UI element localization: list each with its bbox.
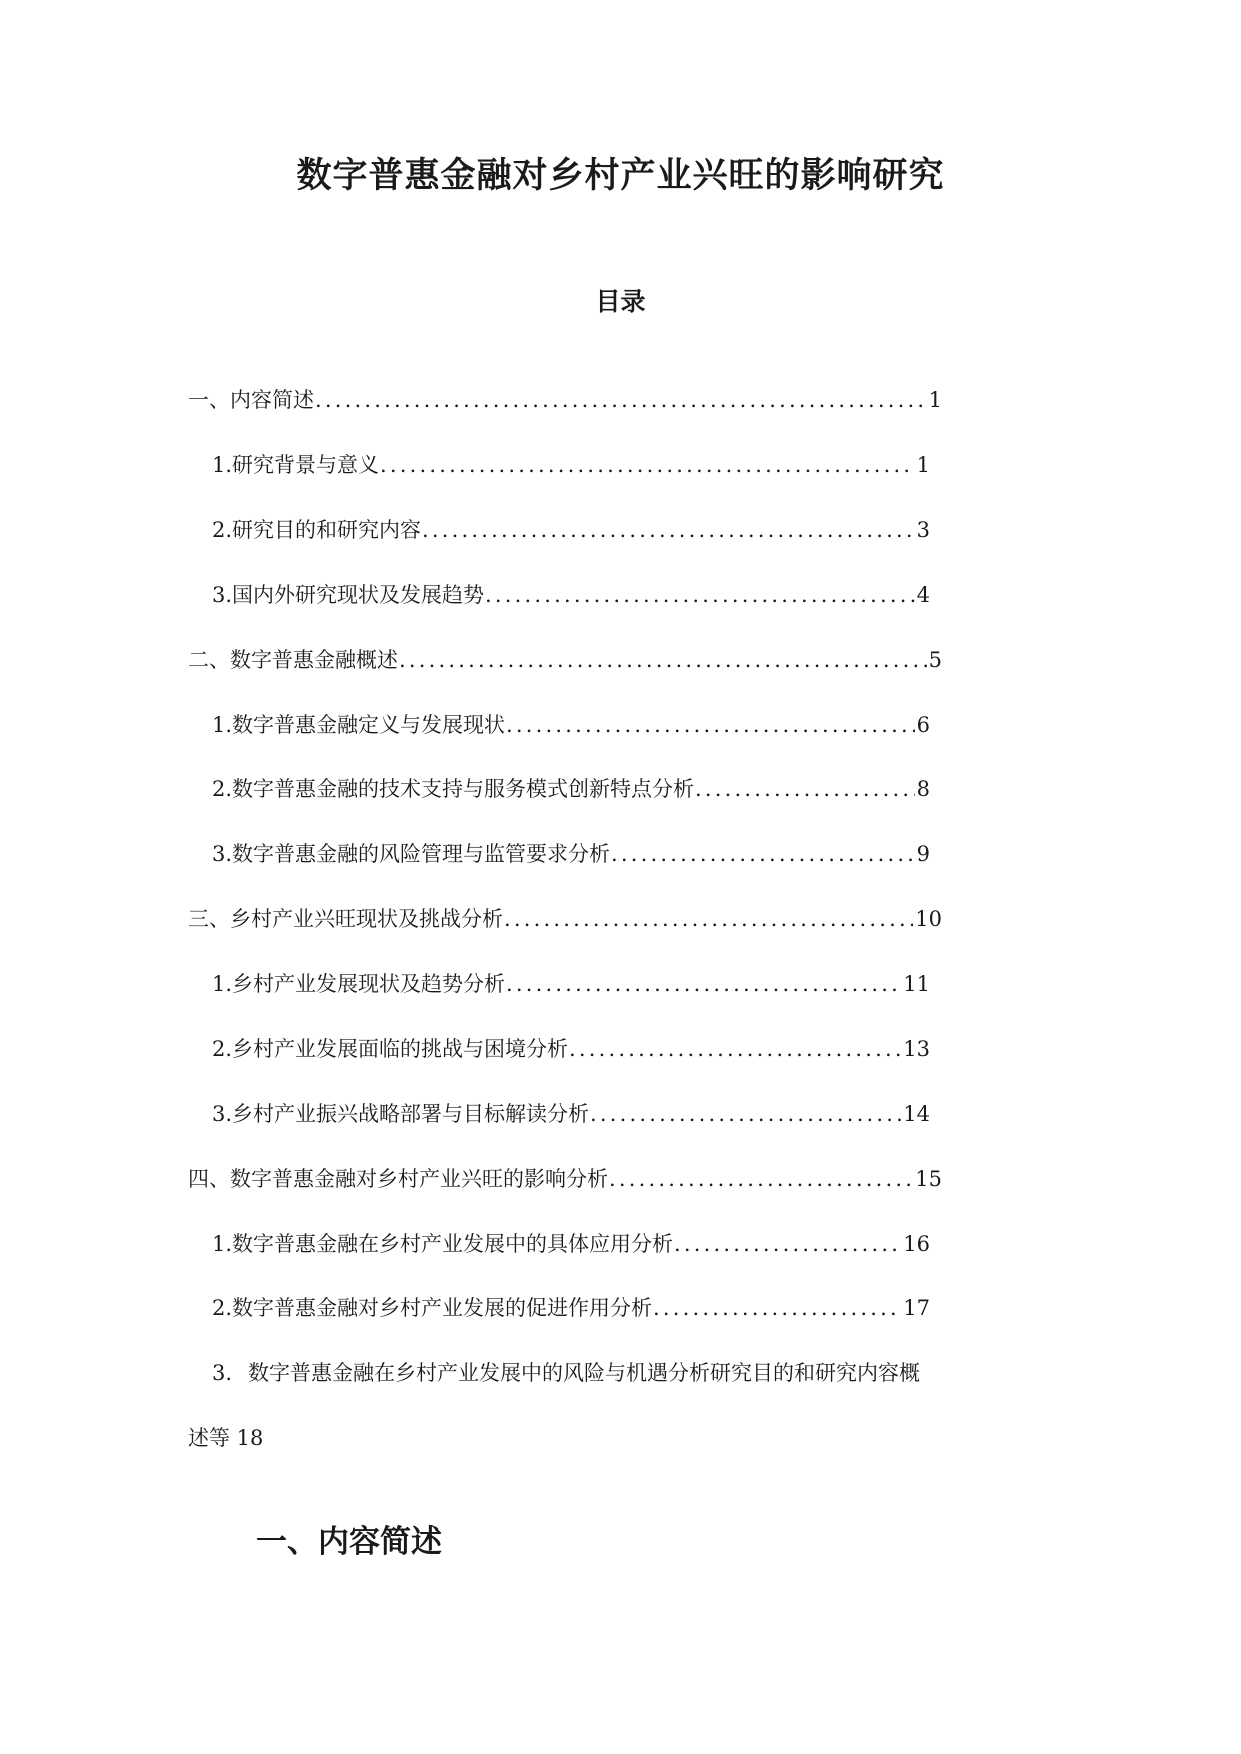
toc-entry-number: 2.	[212, 518, 233, 542]
toc-entry-label: 数字普惠金融在乡村产业发展中的风险与机遇分析研究目的和研究内容概	[248, 1361, 920, 1385]
document-title: 数字普惠金融对乡村产业兴旺的影响研究	[296, 156, 945, 196]
toc-page-number: 10	[915, 907, 942, 931]
toc-page-number: 14	[903, 1102, 930, 1126]
toc-entry-number: 2.	[212, 1037, 233, 1061]
toc-page-number: 8	[916, 777, 930, 801]
toc-entry[interactable]	[212, 969, 930, 999]
toc-page-number: 1	[916, 453, 930, 477]
toc-page-number: 6	[916, 713, 930, 737]
toc-entry[interactable]	[212, 774, 930, 804]
toc-entry-number: 1.	[212, 453, 233, 477]
toc-entry[interactable]	[212, 1293, 930, 1323]
toc-entry-label: 四、数字普惠金融对乡村产业兴旺的影响分析	[188, 1167, 608, 1191]
toc-heading: 目录	[595, 287, 646, 316]
toc-entry-continuation: 述等 18	[188, 1426, 264, 1450]
toc-leader-dots	[380, 450, 915, 480]
toc-entry-label: 数字普惠金融对乡村产业发展的促进作用分析	[232, 1296, 653, 1320]
toc-entry[interactable]	[188, 645, 942, 675]
toc-entry[interactable]	[212, 710, 930, 740]
toc-entry-label: 乡村产业发展面临的挑战与困境分析	[232, 1037, 569, 1061]
toc-entry-number: 3.	[212, 842, 233, 866]
toc-entry-label: 研究目的和研究内容	[232, 518, 422, 542]
toc-page-number: 3	[916, 518, 930, 542]
toc-entry[interactable]	[212, 1229, 930, 1259]
toc-page-number: 17	[903, 1296, 930, 1320]
toc-leader-dots	[506, 969, 901, 999]
toc-leader-dots	[506, 710, 915, 740]
toc-entry-number: 3.	[212, 1102, 233, 1126]
toc-entry-label: 数字普惠金融的技术支持与服务模式创新特点分析	[232, 777, 695, 801]
toc-leader-dots	[590, 1099, 901, 1129]
toc-entry-number: 1.	[212, 713, 233, 737]
toc-leader-dots	[609, 1164, 913, 1194]
toc-page-number: 4	[916, 583, 930, 607]
toc-entry-label: 数字普惠金融在乡村产业发展中的具体应用分析	[232, 1232, 674, 1256]
toc-page-number: 16	[903, 1232, 930, 1256]
toc-leader-dots	[399, 645, 927, 675]
toc-leader-dots	[653, 1293, 901, 1323]
toc-leader-dots	[695, 774, 915, 804]
toc-page-number: 1	[928, 388, 942, 412]
toc-leader-dots	[504, 904, 913, 934]
toc-page-number: 13	[903, 1037, 930, 1061]
toc-entry-label: 三、乡村产业兴旺现状及挑战分析	[188, 907, 503, 931]
toc-entry-label: 数字普惠金融定义与发展现状	[232, 713, 506, 737]
toc-leader-dots	[611, 839, 915, 869]
toc-entry-number: 1.	[212, 1232, 233, 1256]
toc-entry[interactable]	[212, 450, 930, 480]
toc-entry[interactable]	[212, 1034, 930, 1064]
toc-entry-label: 二、数字普惠金融概述	[188, 648, 398, 672]
toc-entry[interactable]	[188, 1164, 942, 1194]
toc-entry-number: 3.	[212, 583, 233, 607]
toc-entry-label: 一、内容简述	[188, 388, 314, 412]
toc-entry-label: 研究背景与意义	[232, 453, 380, 477]
toc-leader-dots	[422, 515, 915, 545]
toc-entry[interactable]	[212, 580, 930, 610]
toc-entry-wrapped[interactable]	[212, 1358, 1072, 1388]
toc-entry-label: 国内外研究现状及发展趋势	[232, 583, 485, 607]
toc-leader-dots	[315, 385, 927, 415]
toc-leader-dots	[485, 580, 915, 610]
toc-leader-dots	[674, 1229, 901, 1259]
toc-entry[interactable]	[212, 839, 930, 869]
toc-entry[interactable]	[212, 515, 930, 545]
toc-page-number: 9	[916, 842, 930, 866]
toc-entry-label: 乡村产业发展现状及趋势分析	[232, 972, 506, 996]
toc-entry-number: 2.	[212, 777, 233, 801]
toc-page-number: 11	[903, 972, 930, 996]
toc-entry[interactable]	[188, 904, 942, 934]
section-heading: 一、内容简述	[256, 1524, 442, 1560]
toc-entry-number: 3.	[212, 1361, 233, 1385]
toc-leader-dots	[569, 1034, 901, 1064]
toc-page-number: 5	[928, 648, 942, 672]
toc-entry-number: 1.	[212, 972, 233, 996]
toc-entry[interactable]	[188, 385, 942, 415]
toc-entry[interactable]	[212, 1099, 930, 1129]
toc-entry-number: 2.	[212, 1296, 233, 1320]
toc-entry-label: 数字普惠金融的风险管理与监管要求分析	[232, 842, 611, 866]
toc-page-number: 15	[915, 1167, 942, 1191]
toc-entry-label: 乡村产业振兴战略部署与目标解读分析	[232, 1102, 590, 1126]
